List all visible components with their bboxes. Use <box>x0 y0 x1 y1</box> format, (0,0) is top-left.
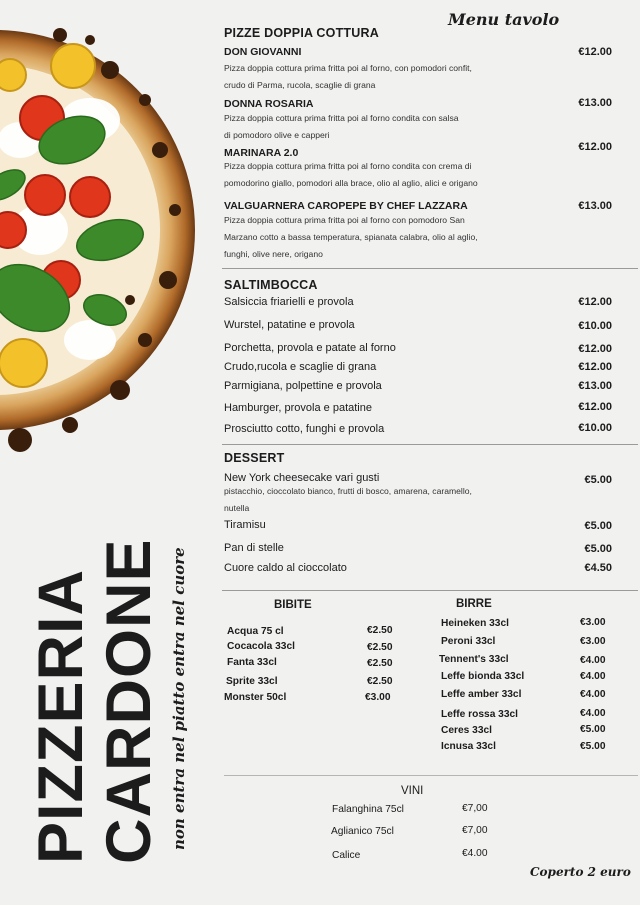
dish-price: €12.00 <box>578 401 612 413</box>
beer-price: €3.00 <box>580 636 606 647</box>
dish-price: €5.00 <box>584 543 612 555</box>
dish-name: Hamburger, provola e patatine <box>224 402 372 414</box>
beer-price: €4.00 <box>580 671 606 682</box>
section-title-dessert: DESSERT <box>224 451 285 465</box>
wine-name: Aglianico 75cl <box>331 826 394 837</box>
drink-price: €2.50 <box>367 642 393 653</box>
beer-name: Leffe amber 33cl <box>441 689 522 700</box>
beer-name: Tennent's 33cl <box>439 654 509 665</box>
beer-name: Peroni 33cl <box>441 636 496 647</box>
drink-name: Monster 50cl <box>224 692 287 703</box>
beer-price: €5.00 <box>580 741 606 752</box>
dish-name: Parmigiana, polpettine e provola <box>224 380 382 392</box>
dish-name: DONNA ROSARIA <box>224 98 314 110</box>
wine-name: Falanghina 75cl <box>332 804 404 815</box>
wine-name: Calice <box>332 850 361 861</box>
section-divider <box>222 444 638 445</box>
dish-description: pistacchio, cioccolato bianco, frutti di bosco, amarena, caramello, nutella <box>224 486 472 513</box>
pizza-photo <box>0 0 195 490</box>
wine-price: €7,00 <box>462 825 488 836</box>
dish-price: €12.00 <box>578 296 612 308</box>
dish-price: €13.00 <box>578 200 612 212</box>
wine-price: €4.00 <box>462 848 488 859</box>
menu-label: Menu tavolo <box>448 10 560 29</box>
drink-price: €2.50 <box>367 676 393 687</box>
beer-name: Heineken 33cl <box>441 618 509 629</box>
wine-price: €7,00 <box>462 803 488 814</box>
beer-price: €5.00 <box>580 724 606 735</box>
beer-price: €4.00 <box>580 689 606 700</box>
dish-name: New York cheesecake vari gusti <box>224 472 380 484</box>
dish-name: Crudo,rucola e scaglie di grana <box>224 361 377 373</box>
coperto-note: Coperto 2 euro <box>530 865 631 879</box>
drink-price: €2.50 <box>367 658 393 669</box>
brand-name-line1: PIZZERIA <box>26 568 96 864</box>
beer-price: €4.00 <box>580 708 606 719</box>
brand-tagline: non entra nel piatto entra nel cuore <box>170 547 188 850</box>
dish-name: Pan di stelle <box>224 542 284 554</box>
dish-name: Prosciutto cotto, funghi e provola <box>224 423 385 435</box>
section-divider <box>222 268 638 269</box>
section-title-saltimbocca: SALTIMBOCCA <box>224 278 318 292</box>
dish-price: €5.00 <box>584 520 612 532</box>
section-title-vini: VINI <box>401 785 424 797</box>
dish-name: Wurstel, patatine e provola <box>224 319 355 331</box>
dish-name: DON GIOVANNI <box>224 46 302 58</box>
dish-price: €12.00 <box>578 361 612 373</box>
section-divider <box>222 590 638 591</box>
beer-name: Icnusa 33cl <box>441 741 496 752</box>
dish-price: €10.00 <box>578 422 612 434</box>
dish-name: Porchetta, provola e patate al forno <box>224 342 396 354</box>
drink-name: Cocacola 33cl <box>227 641 295 652</box>
dish-price: €12.00 <box>578 343 612 355</box>
brand-name-line2: CARDONE <box>94 538 164 864</box>
beer-name: Leffe rossa 33cl <box>441 709 519 720</box>
dish-price: €12.00 <box>578 141 612 153</box>
dish-description: Pizza doppia cottura prima fritta poi al forno, con pomodori confit, crudo di Parma, rucola, scaglie di grana <box>224 63 472 90</box>
dish-price: €10.00 <box>578 320 612 332</box>
beer-price: €3.00 <box>580 617 606 628</box>
dish-price: €4.50 <box>584 562 612 574</box>
drink-name: Acqua 75 cl <box>227 626 284 637</box>
dish-description: Pizza doppia cottura prima fritta poi al forno condita con crema di pomodorino giallo, pomodori alla brace, olio al aglio, alici e origano <box>224 161 478 188</box>
drink-name: Fanta 33cl <box>227 657 277 668</box>
section-divider <box>224 775 638 776</box>
section-title-bibite: BIBITE <box>274 599 312 611</box>
section-title-pizze: PIZZE DOPPIA COTTURA <box>224 26 379 40</box>
dish-name: Cuore caldo al cioccolato <box>224 562 347 574</box>
dish-price: €13.00 <box>578 380 612 392</box>
dish-name: Salsiccia friarielli e provola <box>224 296 354 308</box>
section-title-birre: BIRRE <box>456 598 492 610</box>
dish-price: €5.00 <box>584 474 612 486</box>
dish-description: Pizza doppia cottura prima fritta poi al forno condita con salsa di pomodoro olive e capperi <box>224 113 459 140</box>
drink-price: €2.50 <box>367 625 393 636</box>
dish-price: €12.00 <box>578 46 612 58</box>
dish-price: €13.00 <box>578 97 612 109</box>
dish-name: Tiramisu <box>224 519 266 531</box>
dish-description: Pizza doppia cottura prima fritta poi al forno con pomodoro San Marzano cotto a bassa temperatura, spianata calabra, olio al aglio, funghi, olive nere, origano <box>224 215 478 259</box>
beer-name: Leffe bionda 33cl <box>441 671 525 682</box>
drink-name: Sprite 33cl <box>226 676 278 687</box>
dish-name: VALGUARNERA CAROPEPE BY CHEF LAZZARA <box>224 200 468 212</box>
drink-price: €3.00 <box>365 692 391 703</box>
beer-price: €4.00 <box>580 655 606 666</box>
beer-name: Ceres 33cl <box>441 725 492 736</box>
dish-name: MARINARA 2.0 <box>224 147 299 159</box>
